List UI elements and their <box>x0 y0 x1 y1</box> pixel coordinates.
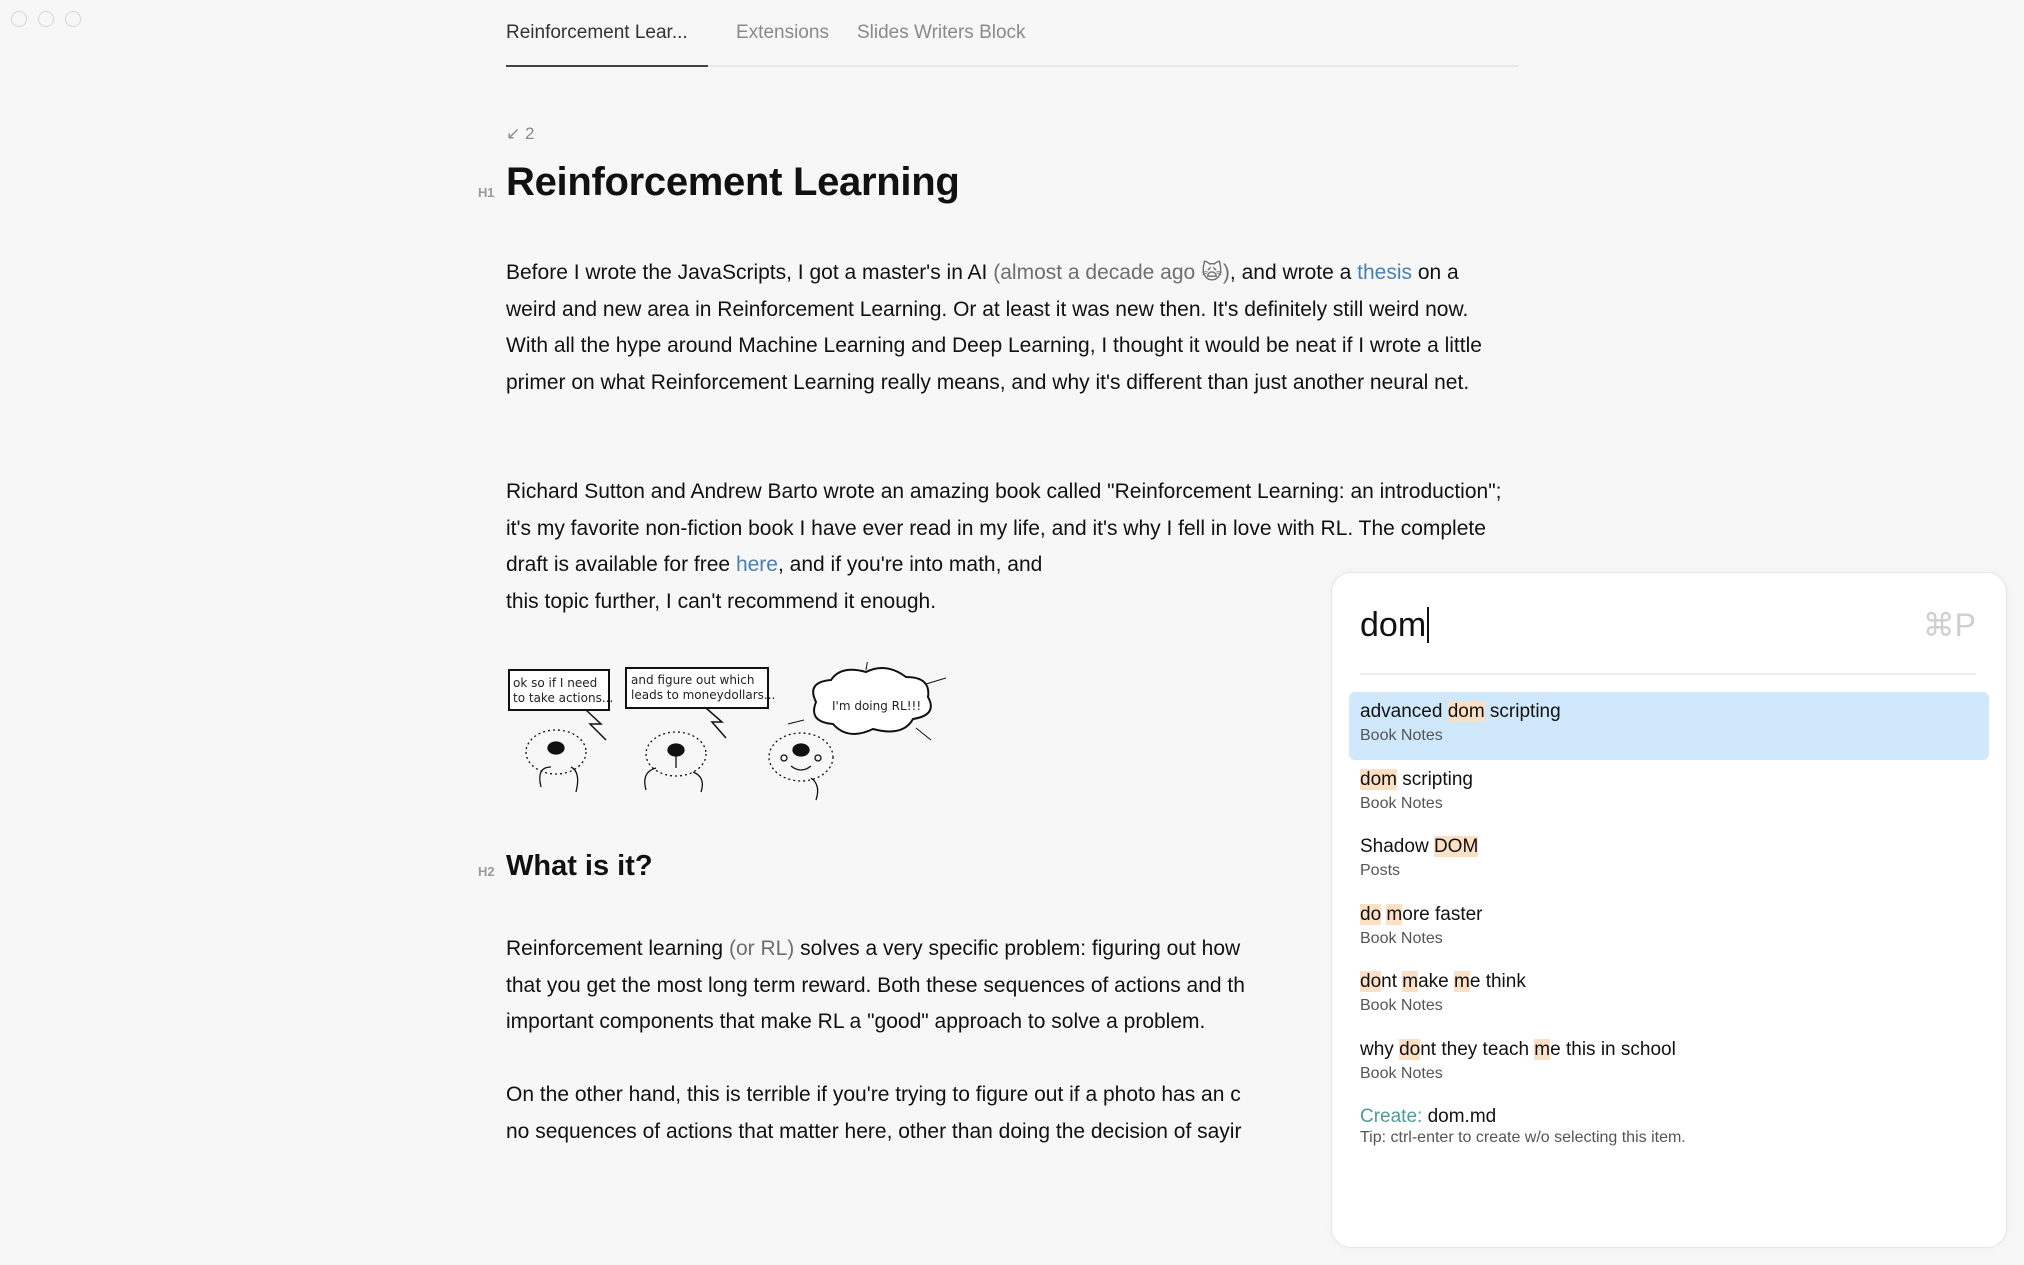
result-folder: Book Notes <box>1360 727 1443 744</box>
result-title-text: ake <box>1418 971 1455 992</box>
paragraph-text: Richard Sutton and Andrew Barto wrote an amazing book called "Reinforcement Learning: an introduction"; it's my favorite non-fiction book I have ever read in my life, and it's why I fell in love with RL. The complete draft is available for free <box>506 480 1502 577</box>
create-label: Create: <box>1360 1106 1423 1127</box>
match-highlight: dom <box>1447 701 1485 722</box>
search-result-item[interactable] <box>1349 760 1989 828</box>
heading-level-marker: H1 <box>478 185 495 200</box>
aside-text: (or RL) <box>728 937 795 960</box>
result-title-text: nt <box>1381 971 1403 992</box>
match-highlight: do <box>1360 903 1382 925</box>
match-highlight: dom <box>1360 768 1397 790</box>
result-title <box>1360 903 1978 927</box>
tab-slides-writers-block[interactable]: Slides Writers Block <box>856 22 1026 43</box>
quick-open-search-field[interactable] <box>1360 599 1976 651</box>
match-highlight: m <box>1534 1038 1551 1060</box>
match-highlight: m <box>1454 971 1470 992</box>
result-folder: Book Notes <box>1360 794 1443 812</box>
paragraph-text: this topic further, I can't recommend it enough. <box>506 589 937 613</box>
result-title-text: ore faster <box>1402 903 1483 925</box>
result-title-text: e this in school <box>1550 1038 1676 1060</box>
zoom-window-button[interactable] <box>65 11 81 27</box>
otter-comic-image <box>506 662 946 807</box>
create-filename: dom.md <box>1427 1106 1497 1127</box>
match-highlight: m <box>1386 903 1403 925</box>
paragraph-text: on a weird and new area in Reinforcement Learning. Or at least it was new then. It's definitely still weird now. With all the hype around Machine Learning and Deep Learning, I thought it would be neat if I wrote a little primer on what Reinforcement Learning really means, and why it's different than just another neural net. <box>506 261 1482 394</box>
search-result-item[interactable] <box>1349 962 1989 1030</box>
result-title <box>1360 835 1978 859</box>
match-highlight: DOM <box>1433 836 1479 857</box>
result-folder: Book Notes <box>1360 929 1443 947</box>
page-title-text: Reinforcement Learning <box>506 160 960 204</box>
result-title <box>1360 700 1978 724</box>
shortcut-hint: ⌘P <box>1922 607 1976 643</box>
quick-open-palette <box>1331 572 2007 1248</box>
paragraph-text: important components that make RL a "good" approach to solve a problem. <box>506 1010 1206 1034</box>
paragraph-text: , and if you're into math, and <box>777 553 1043 577</box>
result-folder: Book Notes <box>1360 997 1443 1014</box>
result-title-text: e think <box>1469 971 1526 992</box>
result-title-text: nt they teach <box>1420 1038 1535 1060</box>
section-heading-text: What is it? <box>506 850 653 882</box>
section-heading <box>478 850 653 883</box>
divider <box>1360 673 1976 675</box>
result-title <box>1360 970 1978 994</box>
paragraph-text: solves a very specific problem: figuring out how <box>794 937 1241 960</box>
create-file-option[interactable] <box>1349 1097 1989 1165</box>
paragraph <box>506 255 1506 401</box>
search-result-item[interactable] <box>1349 895 1989 963</box>
text-caret <box>1427 607 1429 643</box>
search-result-item[interactable] <box>1349 1030 1989 1098</box>
result-title-text: why <box>1360 1038 1400 1060</box>
search-result-item[interactable] <box>1349 692 1989 760</box>
backlink-arrow-icon: ↙ <box>506 124 521 143</box>
here-link[interactable]: here <box>735 553 778 577</box>
result-title-text: advanced <box>1360 701 1448 722</box>
paragraph-text: Before I wrote the JavaScripts, I got a master's in AI <box>506 261 994 284</box>
svg-text:to take actions...: to take actions... <box>513 691 614 705</box>
svg-text:I'm doing RL!!!: I'm doing RL!!! <box>832 699 922 713</box>
match-highlight: do <box>1399 1038 1421 1060</box>
tab-bar <box>506 0 1518 67</box>
tab-extensions[interactable]: Extensions <box>736 22 829 43</box>
close-window-button[interactable] <box>11 11 27 27</box>
paragraph-text: that you get the most long term reward. Both these sequences of actions and th <box>506 973 1245 997</box>
window-controls <box>11 11 81 27</box>
match-highlight: m <box>1402 971 1419 992</box>
results-list <box>1349 692 1989 1097</box>
paragraph-text: Reinforcement learning <box>506 937 729 960</box>
svg-text:ok so if I need: ok so if I need <box>513 676 598 690</box>
backlinks-indicator[interactable] <box>506 124 534 144</box>
result-title <box>1360 1038 1978 1062</box>
minimize-window-button[interactable] <box>38 11 54 27</box>
page-title <box>478 160 960 205</box>
result-title-text: Shadow <box>1360 836 1434 857</box>
heading-level-marker: H2 <box>478 864 495 879</box>
result-folder: Book Notes <box>1360 1064 1443 1082</box>
paragraph-text: , and wrote a <box>1229 261 1358 284</box>
search-result-item[interactable] <box>1349 827 1989 895</box>
result-title <box>1360 768 1978 792</box>
result-folder: Posts <box>1360 862 1401 879</box>
result-title-text: scripting <box>1396 768 1473 790</box>
paragraph-text: On the other hand, this is terrible if you're trying to figure out if a photo has an c <box>506 1083 1241 1106</box>
search-query-text[interactable]: dom <box>1360 605 1427 644</box>
paragraph-text: no sequences of actions that matter here, other than doing the decision of sayir <box>506 1119 1242 1143</box>
paragraph <box>506 931 1326 1041</box>
aside-text: (almost a decade ago 🙀) <box>993 261 1230 284</box>
tab-reinforcement-learning[interactable]: Reinforcement Lear... <box>506 22 708 65</box>
backlink-count: 2 <box>524 124 535 143</box>
result-title-text: scripting <box>1484 701 1561 722</box>
paragraph <box>506 1077 1326 1150</box>
svg-text:and figure out which: and figure out which <box>631 673 755 687</box>
create-tip: Tip: ctrl-enter to create w/o selecting this item. <box>1360 1129 1686 1146</box>
match-highlight: do <box>1360 971 1382 992</box>
thesis-link[interactable]: thesis <box>1357 261 1413 284</box>
svg-text:leads to moneydollars...: leads to moneydollars... <box>631 688 776 702</box>
